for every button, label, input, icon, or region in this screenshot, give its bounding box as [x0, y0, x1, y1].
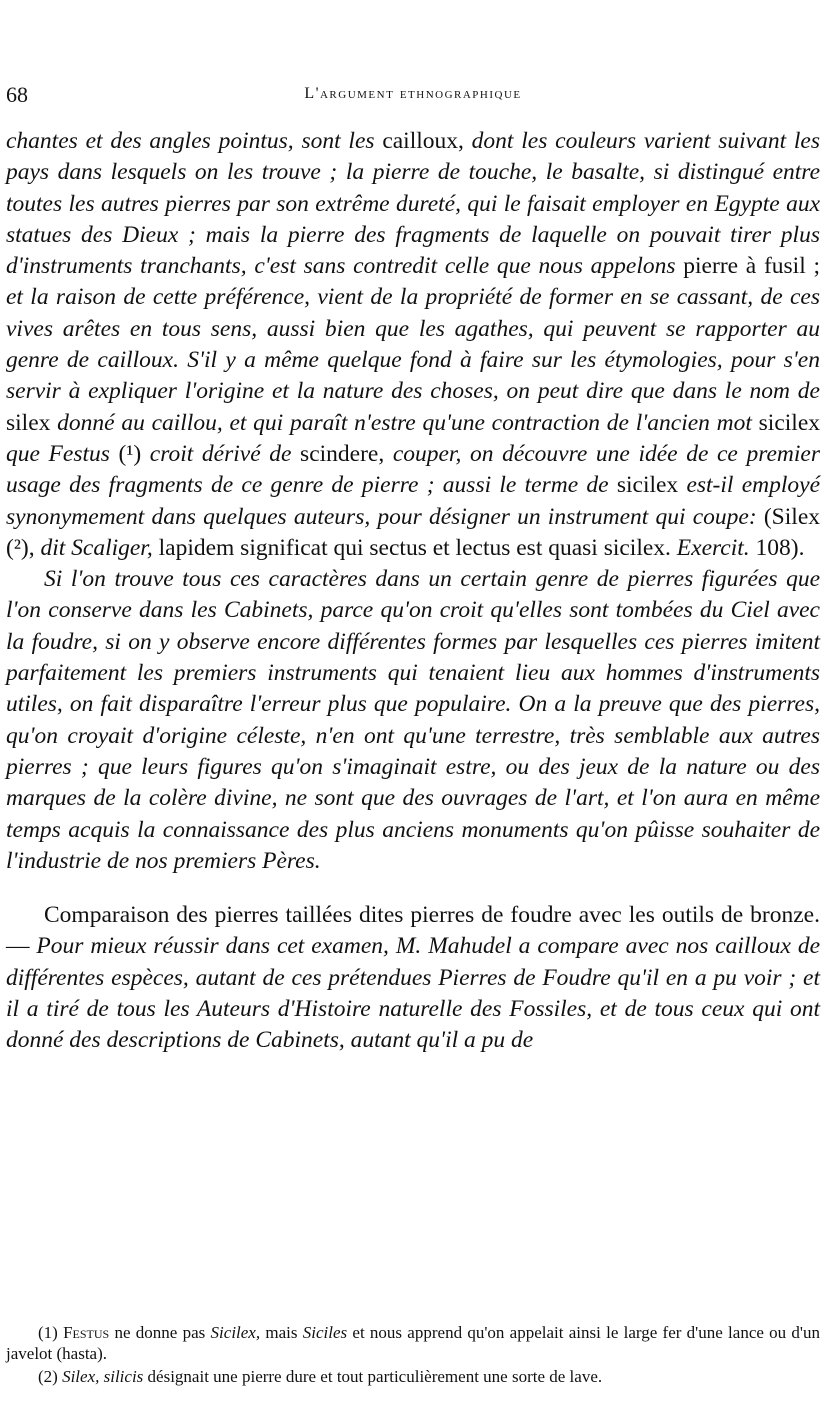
- text-span: pierre à fusil ;: [683, 253, 820, 280]
- text-span: couper, on découvre une idée de ce premier usage des fragments de ce genre de pierre ; aussi le terme de: [6, 440, 820, 499]
- text-span: Siciles: [302, 1323, 348, 1342]
- text-span: ne donne pas: [109, 1323, 211, 1342]
- text-span: Festus: [63, 1323, 110, 1342]
- text-span: est-il employé synonymement dans quelques auteurs, pour désigner un instrument qui coupe:: [6, 472, 821, 530]
- text-span: donné au caillou, et qui paraît n'estre qu'une contraction de l'ancien mot: [50, 409, 759, 436]
- text-span: mais: [260, 1323, 303, 1342]
- book-page: [6, 0, 820, 1422]
- page-number: 68: [6, 82, 28, 107]
- footnotes: [6, 1323, 820, 1391]
- footnote-ref: (Silex (²),: [6, 503, 820, 561]
- text-span: désignait une pierre dure et tout particulièrement une sorte de lave.: [143, 1367, 603, 1386]
- paragraph-with-heading: [6, 900, 820, 1056]
- page-header: [6, 82, 820, 108]
- text-span: Silex, silicis: [62, 1367, 144, 1386]
- text-span: Exercit.: [670, 534, 750, 561]
- text-span: sicilex: [616, 472, 679, 499]
- text-span: sicilex: [758, 409, 820, 436]
- text-span: Pour mieux réussir dans cet examen, M. Mahudel a compare avec nos cailloux de différentes espèces, autant de ces prétendues Pierres de Foudre qu'il en a pu voir ; et il a tiré de tous les Auteurs d'Histoire naturelle des Fossiles, et de tous ceux qui ont donné des descriptions de Cabinets, autant qu'il a pu de: [6, 933, 820, 1054]
- footnote-ref: (¹): [118, 440, 142, 467]
- text-span: et nous apprend qu'on appelait ainsi le large fer d'une lance ou d'un javelot (hasta).: [6, 1323, 821, 1363]
- paragraph-gap: [6, 877, 820, 900]
- footnote-2: [6, 1367, 820, 1388]
- paragraph-continuation: [6, 126, 820, 564]
- text-span: scindere,: [300, 440, 385, 467]
- text-span: lapidem significat qui sectus et lectus est quasi sicilex.: [158, 534, 671, 561]
- text-span: croit dérivé de: [141, 440, 301, 467]
- section-heading: Comparaison des pierres taillées dites pierres de foudre avec les outils de bronze. —: [6, 902, 820, 960]
- text-span: et la raison de cette préférence, vient de la propriété de former en se cassant, de ces vives arêtes en tous sens, aussi bien que les agathes, qui peuvent se rapporter au genre de cailloux. S'il y a même quelque fond à faire sur les étymologies, pour s'en servir à expliquer l'origine et la nature des choses, on peut dire que dans le nom de: [6, 284, 820, 405]
- footnote-1: [6, 1323, 820, 1364]
- footnote-mark: (2): [38, 1367, 58, 1386]
- text-span: chantes et des angles pointus, sont les: [6, 128, 383, 154]
- text-span: cailloux,: [382, 128, 464, 154]
- text-span: Sicilex,: [210, 1323, 261, 1342]
- page-body: [6, 126, 820, 1057]
- text-span: 108).: [749, 534, 805, 561]
- paragraph: Si l'on trouve tous ces caractères dans un certain genre de pierres figurées que l'on conserve dans les Cabinets, parce qu'on croit qu'elles sont tombées du Ciel avec la foudre, si on y observe encore différentes formes par lesquelles ces pierres imitent parfaitement les premiers instruments qui tenaient lieu aux hommes d'instruments utiles, on fait disparaître l'erreur plus que populaire. On a la preuve que des pierres, qu'on croyait d'origine céleste, n'en ont qu'une terrestre, très semblable aux autres pierres ; que leurs figures qu'on s'imaginait estre, ou des jeux de la nature ou des marques de la colère divine, ne sont que des ouvrages de l'art, et l'on aura en même temps acquis la connaissance des plus anciens monuments qu'on pûisse souhaiter de l'industrie de nos premiers Pères.: [6, 566, 820, 874]
- text-span: dit Scaliger,: [34, 534, 159, 561]
- text-span: que Festus: [6, 440, 119, 467]
- running-head: L'argument ethnographique: [304, 85, 522, 102]
- text-span: silex: [6, 409, 51, 436]
- text-span: dont les couleurs varient suivant les pays dans lesquels on les trouve ; la pierre de touche, le basalte, si distingué entre toutes les autres pierres par son extrême dureté, qui le faisait employer en Egypte aux statues des Dieux ; mais la pierre des fragments de laquelle on pouvait tirer plus d'instruments tranchants, c'est sans contredit celle que nous appelons: [6, 128, 820, 280]
- footnote-mark: (1): [38, 1323, 58, 1342]
